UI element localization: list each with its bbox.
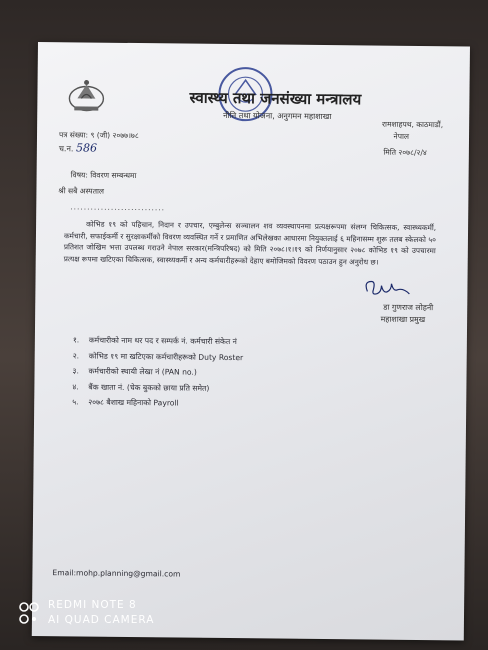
list-item	[72, 379, 243, 396]
item-number: २.	[72, 350, 80, 360]
signatory-title: महाशाखा प्रमुख	[380, 314, 426, 325]
salutation: श्री सबै अस्पताल	[58, 186, 105, 196]
list-item	[73, 332, 244, 349]
watermark-camera: AI QUAD CAMERA	[48, 614, 155, 626]
item-text: कर्मचारीको स्थायी लेखा नं (PAN no.)	[88, 366, 197, 377]
dispatch-number-handwritten: 586	[75, 141, 98, 155]
address-line-1: रामशाहपथ, काठमाडौं,	[381, 119, 444, 130]
camera-lens-logo-icon	[18, 601, 40, 627]
item-text: कर्मचारीको नाम थर पद र सम्पर्क नं. कर्मचारी संकेत नं	[88, 335, 237, 347]
attachment-list	[72, 332, 243, 411]
dispatch-label: च.न.	[58, 144, 74, 154]
letter-subject: विषय: विवरण सम्बन्धमा	[70, 170, 137, 181]
watermark-model: REDMI NOTE 8	[48, 599, 137, 611]
item-text: कोभिड १९ मा खटिएका कर्मचारीहरूको Duty Roster	[88, 351, 244, 362]
letter-number: पत्र संख्या: ९ (जी) २०७७।७८	[58, 130, 139, 141]
contact-email: Email:mohp.planning@gmail.com	[52, 568, 181, 579]
dispatch-number	[59, 141, 97, 154]
division-name: नीति तथा योजना, अनुगमन महाशाखा	[223, 110, 332, 122]
list-item	[72, 394, 243, 411]
letter-sheet	[32, 42, 470, 640]
list-item	[73, 348, 244, 365]
letter-body: कोभिड १९ को पहिचान, निदान र उपचार, एम्बुलेन्स सञ्चालन शव व्यवस्थापनमा प्रत्यक्षरूपमा संलग्न चिकित्सक, स्वास्थ्यकर्मी, कर्मचारी, सफाईकर्मी र सुरक्षाकर्मीको विवरण व्यवस्थित गर्ने र प्रमाणित अभिलेखका आधारमा नियुक्तलाई ६ महिनासम्म शुरू तलब स्केलको ५० प्रतिशत जोखिम भत्ता उपलब्ध गराउने नेपाल सरकार(मन्त्रिपरिषद) को मिति २०७८।१।१९ को निर्णयानुसार २०७८ कोभिड १९ को उपचारमा प्रत्यक्ष रूपमा खटिएका चिकित्सक, स्वास्थ्यकर्मी र अन्य कर्मचारीहरूको देहाए बमोजिमको विवरण पठाउन हुन अनुरोध छ।	[63, 219, 437, 267]
item-number: ४.	[72, 381, 79, 391]
list-item	[72, 363, 243, 380]
address-line-2: नेपाल	[393, 131, 410, 141]
signatory-name: डा गुणराज लोहनी	[383, 302, 434, 313]
item-text: २०७८ बैशाख महिनाको Payroll	[88, 397, 179, 408]
nepal-emblem-icon	[65, 76, 107, 114]
item-text: बैंक खाता नं. (चेक बुकको छाया प्रति समेत)	[88, 382, 210, 393]
item-number: ३.	[72, 366, 79, 376]
item-number: ५.	[72, 397, 79, 407]
item-number: १.	[72, 335, 80, 345]
signature-mark	[361, 275, 413, 302]
ministry-title: स्वास्थ्य तथा जनसंख्या मन्त्रालय	[189, 88, 362, 109]
letter-date: मिति २०७८/२/४	[383, 147, 427, 158]
dotted-line: ............................	[70, 202, 166, 213]
